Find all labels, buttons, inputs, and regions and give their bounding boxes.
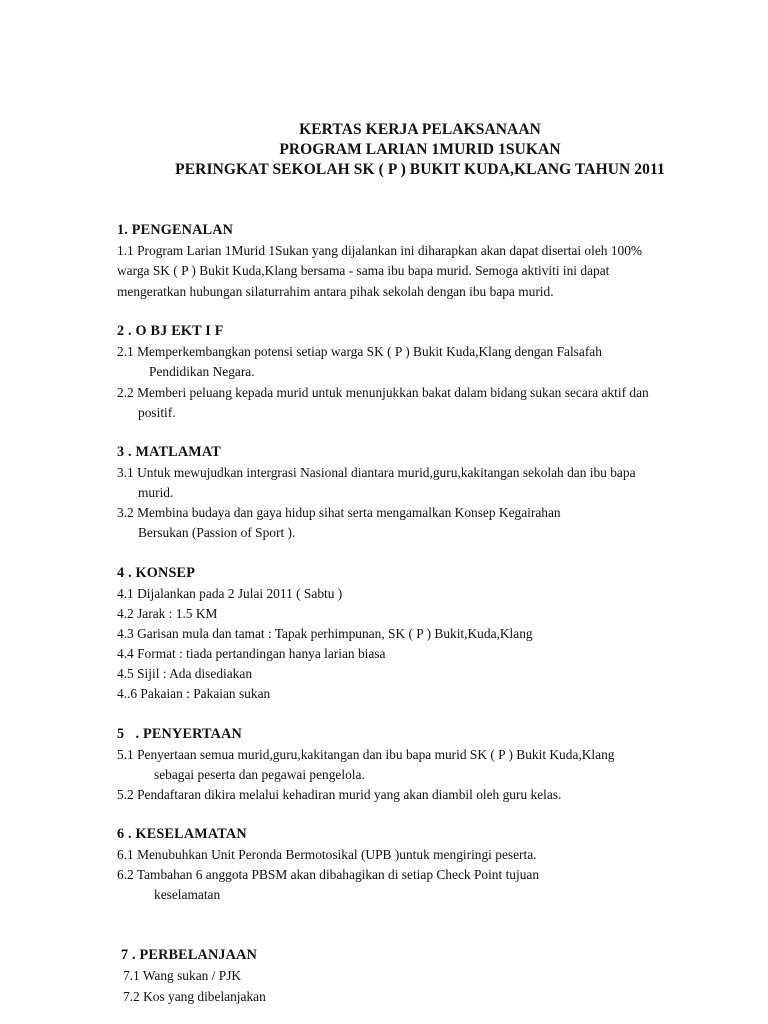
konsep-line: 4.3 Garisan mula dan tamat : Tapak perhimpunan, SK ( P ) Bukit,Kuda,Klang: [117, 626, 533, 641]
objektif-line: positif.: [138, 405, 176, 420]
konsep-line: 4.1 Dijalankan pada 2 Julai 2011 ( Sabtu ): [117, 586, 343, 601]
objektif-line: Pendidikan Negara.: [149, 364, 255, 379]
penyertaan-line: 5.2 Pendaftaran dikira melalui kehadiran murid yang akan diambil oleh guru kelas.: [117, 787, 562, 802]
title-line-1: KERTAS KERJA PELAKSANAAN: [299, 121, 541, 138]
matlamat-line: Bersukan (Passion of Sport ).: [138, 525, 296, 540]
pengenalan-line: warga SK ( P ) Bukit Kuda,Klang bersama - sama ibu bapa murid. Semoga aktiviti ini dapat: [117, 263, 610, 278]
pengenalan-line: mengeratkan hubungan silaturrahim antara pihak sekolah dengan ibu bapa murid.: [117, 284, 554, 299]
heading-konsep: 4 . KONSEP: [117, 565, 196, 581]
document-title: [0, 120, 768, 180]
matlamat-line: 3.2 Membina budaya dan gaya hidup sihat serta mengamalkan Konsep Kegairahan: [117, 505, 561, 520]
objektif-line: 2.1 Memperkembangkan potensi setiap warga SK ( P ) Bukit Kuda,Klang dengan Falsafah: [117, 344, 602, 359]
penyertaan-line: sebagai peserta dan pegawai pengelola.: [154, 767, 365, 782]
heading-penyertaan: 5 . PENYERTAAN: [117, 726, 243, 742]
penyertaan-line: 5.1 Penyertaan semua murid,guru,kakitangan dan ibu bapa murid SK ( P ) Bukit Kuda,Klang: [117, 747, 615, 762]
objektif-line: 2.2 Memberi peluang kepada murid untuk menunjukkan bakat dalam bidang sukan secara aktif dan: [117, 385, 649, 400]
keselamatan-line: 6.2 Tambahan 6 anggota PBSM akan dibahagikan di setiap Check Point tujuan: [117, 867, 540, 882]
matlamat-line: murid.: [138, 485, 174, 500]
heading-objektif: 2 . O BJ EKT I F: [117, 323, 224, 339]
pengenalan-line: 1.1 Program Larian 1Murid 1Sukan yang dijalankan ini diharapkan akan dapat disertai oleh 100%: [117, 243, 643, 258]
konsep-line: 4.4 Format : tiada pertandingan hanya larian biasa: [117, 646, 386, 661]
perbelanjaan-line: 7.2 Kos yang dibelanjakan: [123, 989, 266, 1004]
heading-pengenalan: 1. PENGENALAN: [117, 222, 234, 238]
konsep-line: 4.5 Sijil : Ada disediakan: [117, 666, 253, 681]
heading-matlamat: 3 . MATLAMAT: [117, 444, 221, 460]
matlamat-line: 3.1 Untuk mewujudkan intergrasi Nasional diantara murid,guru,kakitangan sekolah dan ibu bapa: [117, 465, 636, 480]
keselamatan-line: 6.1 Menubuhkan Unit Peronda Bermotosikal (UPB )untuk mengiringi peserta.: [117, 847, 537, 862]
perbelanjaan-line: 7.1 Wang sukan / PJK: [123, 968, 242, 983]
title-line-2: PROGRAM LARIAN 1MURID 1SUKAN: [279, 141, 561, 158]
title-line-3: PERINGKAT SEKOLAH SK ( P ) BUKIT KUDA,KLANG TAHUN 2011: [175, 161, 665, 178]
konsep-line: 4.2 Jarak : 1.5 KM: [117, 606, 218, 621]
heading-keselamatan: 6 . KESELAMATAN: [117, 826, 247, 842]
keselamatan-line: keselamatan: [154, 887, 221, 902]
heading-perbelanjaan: 7 . PERBELANJAAN: [121, 947, 258, 963]
konsep-line: 4..6 Pakaian : Pakaian sukan: [117, 686, 271, 701]
